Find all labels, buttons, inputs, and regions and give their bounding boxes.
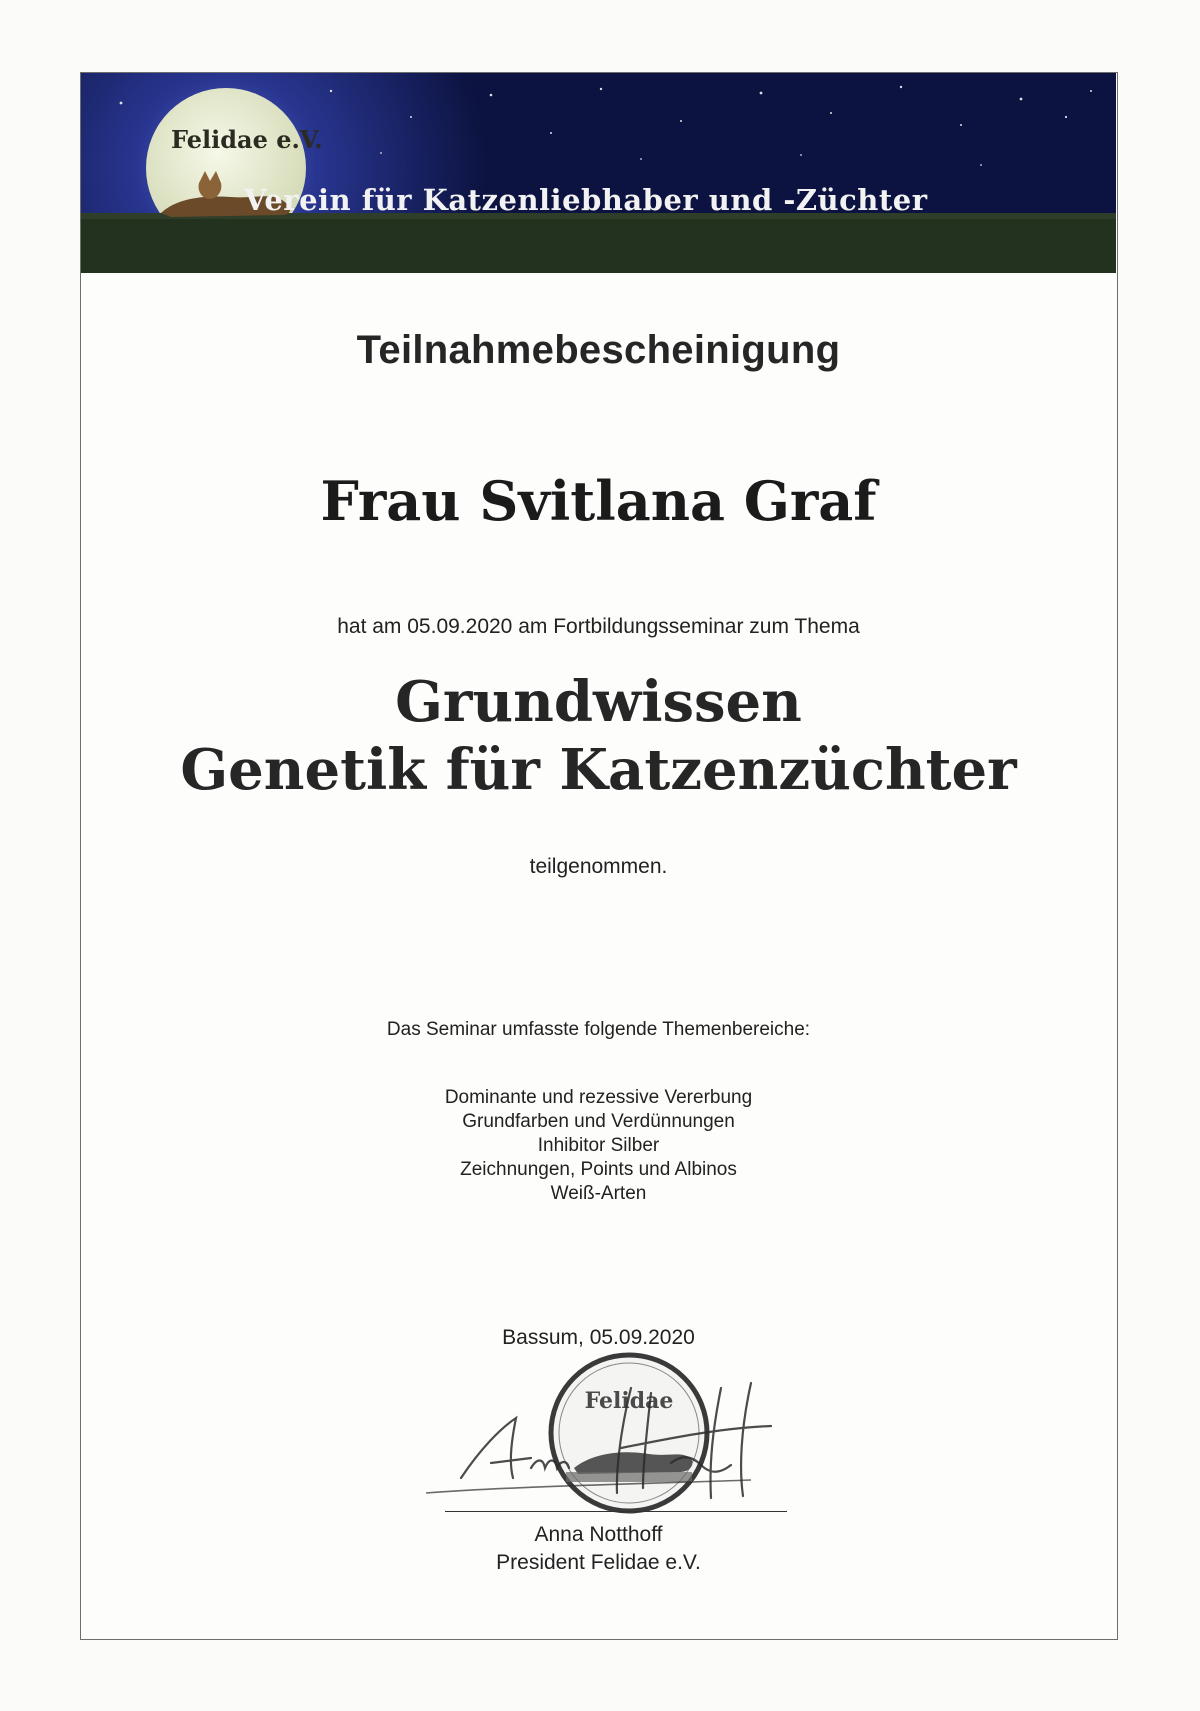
certificate-frame	[80, 72, 1118, 1640]
certificate-title: Teilnahmebescheinigung	[356, 328, 841, 372]
signer-role: President Felidae e.V.	[496, 1551, 701, 1574]
svg-text:Felidae: Felidae	[584, 1388, 674, 1414]
topics-intro: Das Seminar umfasste folgende Themenbereiche:	[386, 1019, 811, 1040]
topic-line-1: Grundwissen	[395, 669, 802, 735]
list-item: Dominante und rezessive Vererbung	[444, 1087, 753, 1108]
signature-line	[445, 1511, 787, 1512]
list-item: Grundfarben und Verdünnungen	[462, 1111, 735, 1132]
handwritten-signature	[421, 1368, 801, 1508]
topic-line-2: Genetik für Katzenzüchter	[180, 737, 1017, 803]
signer-name: Anna Notthoff	[534, 1523, 663, 1546]
seminar-topic	[81, 668, 1116, 804]
list-item: Zeichnungen, Points und Albinos	[460, 1159, 737, 1180]
certificate-closing: teilgenommen.	[529, 855, 668, 878]
night-sky-image	[81, 73, 1116, 273]
list-item: Inhibitor Silber	[537, 1135, 660, 1156]
logo-text: Felidae e.V.	[171, 125, 323, 154]
certificate-intro: hat am 05.09.2020 am Fortbildungsseminar zum Thema	[337, 615, 860, 638]
list-item: Weiß-Arten	[550, 1183, 647, 1204]
topics-list	[81, 1086, 1116, 1206]
header-banner	[81, 73, 1116, 273]
signer-block	[81, 1521, 1116, 1577]
place-date: Bassum, 05.09.2020	[502, 1326, 695, 1349]
club-name: Verein für Katzenliebhaber und -Züchter	[244, 183, 928, 217]
recipient-name: Frau Svitlana Graf	[320, 469, 877, 533]
